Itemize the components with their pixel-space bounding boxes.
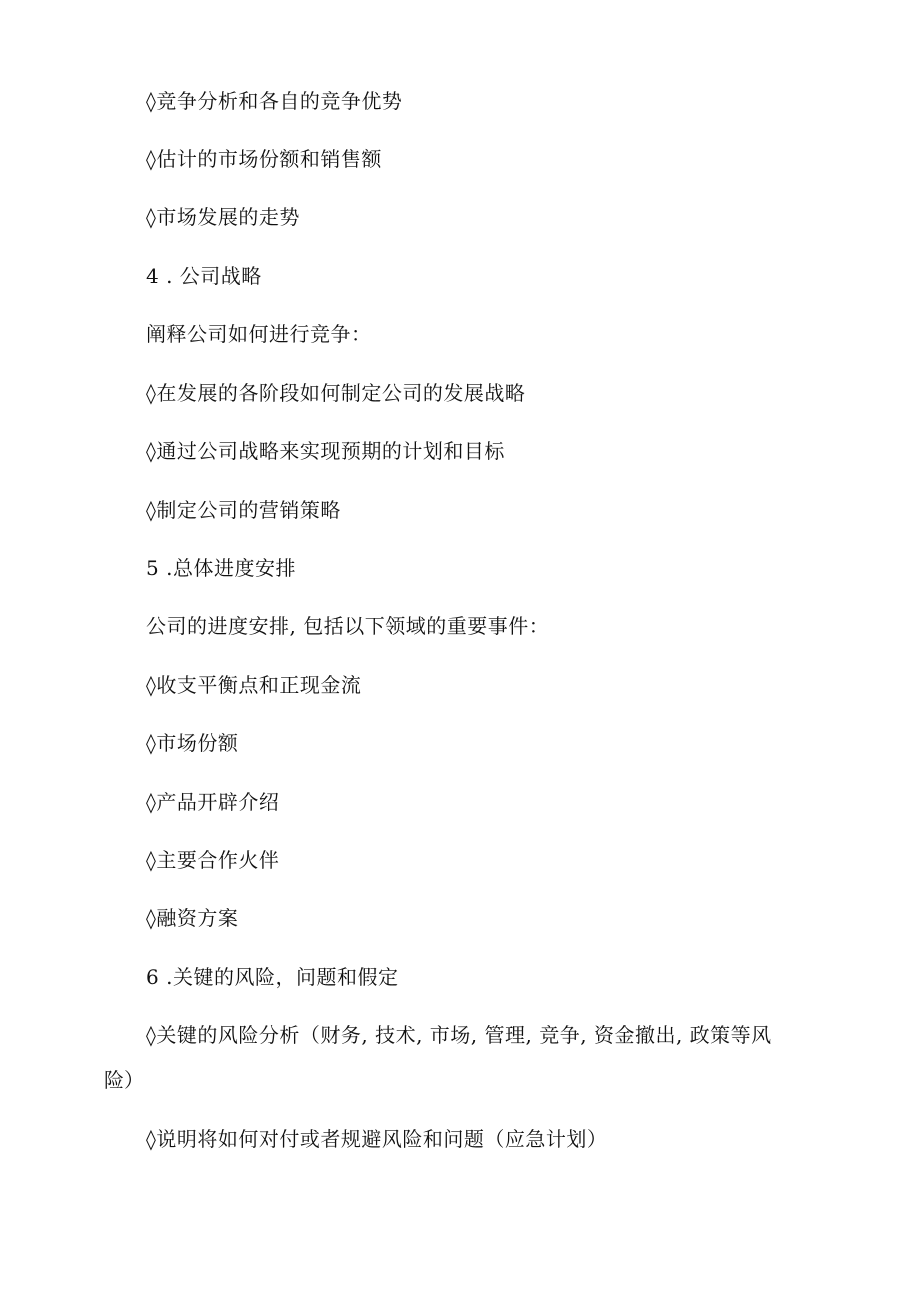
bullet-strategy-goals: ◊通过公司战略来实现预期的计划和目标 — [146, 439, 505, 463]
section-heading-risks: 6 .关键的风险，问题和假定 — [146, 965, 399, 989]
bullet-market-share: ◊市场份额 — [146, 731, 239, 755]
bullet-stage-strategy: ◊在发展的各阶段如何制定公司的发展战略 — [146, 381, 526, 405]
bullet-product-launch: ◊产品开辟介绍 — [146, 790, 280, 814]
bullet-market-share-estimate: ◊估计的市场份额和销售额 — [146, 147, 382, 171]
bullet-contingency-plan: ◊说明将如何对付或者规避风险和问题（应急计划） — [146, 1127, 608, 1151]
bullet-market-trend: ◊市场发展的走势 — [146, 205, 300, 229]
section-heading-schedule: 5 .总体进度安排 — [146, 556, 296, 580]
paragraph-strategy-intro: 阐释公司如何进行竞争： — [146, 322, 372, 346]
section-heading-company-strategy: 4 . 公司战略 — [146, 264, 262, 288]
bullet-marketing-strategy: ◊制定公司的营销策略 — [146, 498, 341, 522]
bullet-financing: ◊融资方案 — [146, 906, 239, 930]
bullet-risk-analysis: ◊关键的风险分析（财务, 技术, 市场, 管理, 竞争, 资金撤出, 政策等风 — [146, 1023, 772, 1047]
paragraph-schedule-intro: 公司的进度安排, 包括以下领域的重要事件： — [146, 614, 550, 638]
bullet-competition-analysis: ◊竞争分析和各自的竞争优势 — [146, 89, 403, 113]
bullet-break-even: ◊收支平衡点和正现金流 — [146, 673, 362, 697]
bullet-partners: ◊主要合作火伴 — [146, 848, 280, 872]
bullet-risk-analysis-continuation: 险） — [104, 1068, 144, 1092]
